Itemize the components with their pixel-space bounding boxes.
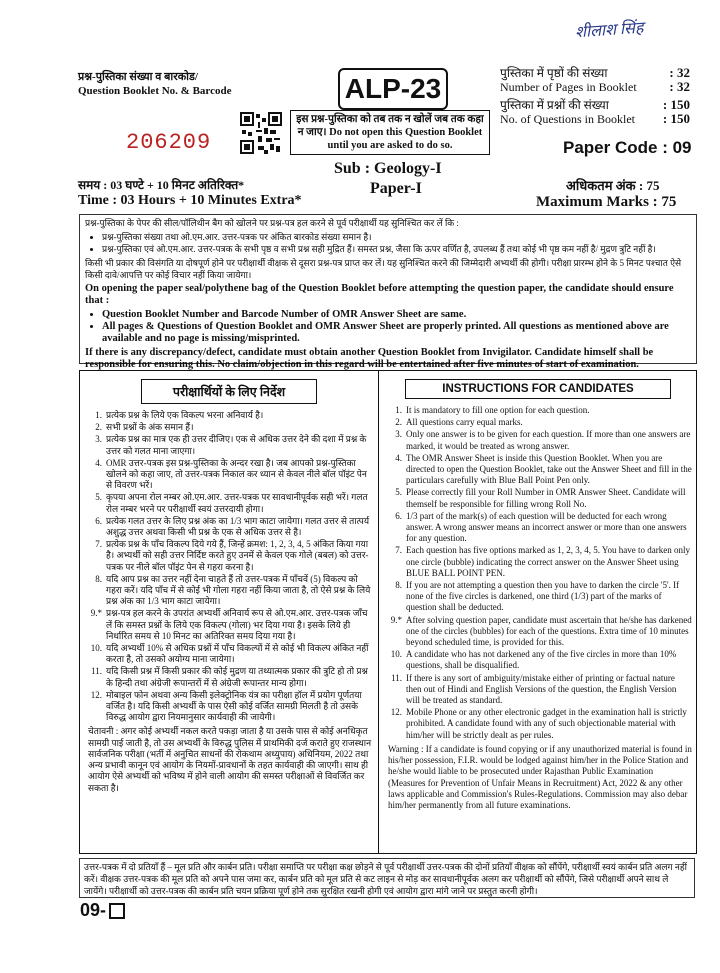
do-not-open-notice bbox=[290, 110, 490, 155]
instruction-item bbox=[380, 615, 696, 649]
instruction-item bbox=[80, 574, 378, 608]
instruction-number: 7. bbox=[95, 539, 102, 550]
instruction-item bbox=[80, 492, 378, 514]
instruction-number: 8. bbox=[95, 573, 102, 584]
instruction-number: 6. bbox=[395, 510, 402, 521]
hindi-instruction-list bbox=[80, 410, 378, 723]
instruction-text: It is mandatory to fill one option for each question. bbox=[406, 405, 590, 415]
instruction-number: 7. bbox=[395, 545, 402, 556]
series-code: ALP-23 bbox=[338, 68, 448, 110]
questions-label-en: No. of Questions in Booklet bbox=[500, 112, 635, 126]
signature: शीलाश सिंह bbox=[574, 19, 644, 42]
instruction-number: 3. bbox=[95, 434, 102, 445]
preface-en-tail: If there is any discrepancy/defect, candidate must obtain another Question Booklet from Invigilator. Candidate himself shall be responsible for ensuring this. No claim/objection in this regard will be entertained after five minutes of start of examination. bbox=[85, 347, 654, 370]
instruction-item bbox=[80, 643, 378, 665]
instruction-text: यदि अभ्यर्थी 10% से अधिक प्रश्नों में पाँच विकल्पों में से कोई भी विकल्प अंकित नहीं करता है, तो उसको अयोग्य माना जायेगा। bbox=[106, 643, 369, 665]
checkbox-square-icon bbox=[109, 903, 125, 919]
instruction-text: यदि किसी प्रश्न में किसी प्रकार की कोई मुद्रण या तथ्यात्मक प्रकार की त्रुटि हो तो प्रश्न के हिन्दी तथा अंग्रेजी रूपान्तरों में से अंग्रेजी रूपान्तर मान्य होगा। bbox=[106, 666, 368, 688]
instruction-item bbox=[80, 410, 378, 421]
instruction-item bbox=[80, 539, 378, 573]
instruction-item bbox=[80, 666, 378, 688]
instruction-text: If there is any sort of ambiguity/mistake either of printing or factual nature then out of Hindi and English Versions of the question, the English Version will be treated as standard. bbox=[406, 672, 677, 706]
instruction-item bbox=[80, 608, 378, 642]
instruction-item bbox=[80, 458, 378, 492]
instruction-number: 5. bbox=[95, 492, 102, 503]
instruction-item bbox=[80, 516, 378, 538]
instruction-number: 9.* bbox=[390, 614, 402, 625]
english-instructions-heading: INSTRUCTIONS FOR CANDIDATES bbox=[405, 379, 671, 399]
footer-code bbox=[80, 900, 125, 921]
paper-code: Paper Code : 09 bbox=[563, 138, 692, 157]
instruction-text: After solving question paper, candidate must ascertain that he/she has darkened one of the circles (bubbles) for each of the questions. Extra time of 10 minutes beyond scheduled time, is provided for this. bbox=[406, 614, 692, 648]
instruction-text: Please correctly fill your Roll Number in OMR Answer Sheet. Candidate will themself be responsible for filling wrong Roll No. bbox=[406, 487, 686, 509]
preface-hi-item: • प्रश्न-पुस्तिका संख्या तथा ओ.एम.आर. उत्तर-पत्रक पर अंकित बारकोड संख्या समान है। bbox=[102, 231, 696, 243]
serial-number: 206209 bbox=[126, 130, 212, 155]
instruction-text: OMR उत्तर-पत्रक इस प्रश्न-पुस्तिका के अन्दर रखा है। जब आपको प्रश्न-पुस्तिका खोलने को कहा जाए, तो उत्तर-पत्रक निकाल कर ध्यान से केवल नीले बॉल पॉइंट पेन से विवरण भरें। bbox=[106, 457, 367, 491]
instruction-item bbox=[80, 434, 378, 456]
instruction-number: 10. bbox=[390, 649, 402, 660]
time-en: Time : 03 Hours + 10 Minutes Extra* bbox=[78, 193, 302, 208]
instruction-text: The OMR Answer Sheet is inside this Question Booklet. When you are directed to open the Question Booklet, take out the Answer Sheet and fill in the particulars carefully with Blue Ball Point Pen only. bbox=[406, 452, 692, 486]
instruction-number: 5. bbox=[395, 487, 402, 498]
booklet-label-hi: प्रश्न-पुस्तिका संख्या व बारकोड/ bbox=[78, 71, 198, 83]
english-warning: Warning : If a candidate is found copying or if any unauthorized material is found in his/her possession, F.I.R. would be lodged against him/her in the Police Station and he/she would liable to be prosecuted under Rajasthan Public Examination (Measures for Prevention of Unfair Means in Recruitment) Act, 2022 & any other laws applicable and Commission's Rules-Regulations. Commission may also debar him/her permanently from all future examinations. bbox=[388, 743, 692, 810]
instruction-number: 12. bbox=[390, 707, 402, 718]
instruction-text: A candidate who has not darkened any of the five circles in more than 10% questions, shall be disqualified. bbox=[406, 649, 677, 671]
instruction-text: Only one answer is to be given for each question. If more than one answers are marked, it would be treated as wrong answer. bbox=[406, 429, 691, 451]
english-instruction-list bbox=[380, 405, 696, 741]
instruction-text: All questions carry equal marks. bbox=[406, 417, 523, 428]
booklet-counts bbox=[500, 66, 690, 126]
questions-label-hi: पुस्तिका में प्रश्नों की संख्या bbox=[500, 98, 609, 112]
instructions-panel bbox=[79, 370, 697, 854]
pages-label-en: Number of Pages in Booklet bbox=[500, 80, 637, 94]
paper-title: Paper-I bbox=[370, 180, 422, 197]
instruction-text: प्रत्येक प्रश्न के पाँच विकल्प दिये गये हैं, जिन्हें क्रमश: 1, 2, 3, 4, 5 अंकित किया गया है। अभ्यर्थी को सही उत्तर निर्दिष्ट करते हुए उनमें से केवल एक गोले (बबल) को उत्तर-पत्रक पर नीले बॉल पॉइंट पेन से गहरा करना है। bbox=[106, 539, 369, 572]
instruction-item bbox=[380, 487, 696, 509]
instruction-number: 4. bbox=[95, 457, 102, 468]
instruction-item bbox=[380, 545, 696, 579]
instruction-number: 12. bbox=[90, 689, 102, 700]
answer-sheet-note: उत्तर-पत्रक में दो प्रतियाँ हैं – मूल प्रति और कार्बन प्रति। परीक्षा समाप्ति पर परीक्षा कक्ष छोड़ने से पूर्व परीक्षार्थी उत्तर-पत्रक की दोनों प्रतियाँ वीक्षक को सौंपेंगे, परीक्षार्थी स्वयं कार्बन प्रति अलग नहीं करें। वीक्षक उत्तर-पत्रक की मूल प्रति को अपने पास जमा कर, कार्बन प्रति को मूल प्रति से कट लाइन से मोड़ कर सावधानीपूर्वक अलग कर परीक्षार्थी को सौंपेंगे, जिसे परीक्षार्थी अपने साथ ले जायेंगे। परीक्षार्थी को उत्तर-पत्रक की कार्बन प्रति चयन प्रक्रिया पूर्ण होने तक सुरक्षित रखनी होगी एवं आयोग द्वारा मांगे जाने पर प्रस्तुत करनी होगी। bbox=[79, 858, 695, 898]
instruction-number: 10. bbox=[90, 643, 102, 654]
hindi-instructions bbox=[80, 371, 379, 853]
instruction-text: If you are not attempting a question then you have to darken the circle '5'. If none of the five circles is darkened, one third (1/3) part of the marks of question shall be deducted. bbox=[406, 580, 680, 613]
qr-code-icon bbox=[240, 112, 282, 154]
instruction-text: प्रत्येक प्रश्न का मात्र एक ही उत्तर दीजिए। एक से अधिक उत्तर देने की दशा में प्रश्न के उत्तर को गलत माना जाएगा। bbox=[106, 434, 367, 456]
preface-hi-tail: किसी भी प्रकार की विसंगति या दोषपूर्ण होने पर परीक्षार्थी वीक्षक से दूसरा प्रश्न-पत्र प्राप्त कर लें। यह सुनिश्चित करने की जिम्मेदारी अभ्यर्थी की होगी। परीक्षा प्रारम्भ होने के 5 मिनट पश्चात ऐसे किसी दावे/आपत्ति पर कोई विचार नहीं किया जायेगा। bbox=[85, 258, 682, 280]
instruction-item bbox=[380, 405, 696, 416]
hindi-warning: चेतावनी : अगर कोई अभ्यर्थी नकल करते पकड़ा जाता है या उसके पास से कोई अनधिकृत सामग्री पाई जाती है, तो उस अभ्यर्थी के विरुद्ध पुलिस में प्राथमिकी दर्ज कराते हुए राजस्थान सार्वजनिक परीक्षा (भर्ती में अनुचित साधनों की रोकथाम अध्युपाय) अधिनियम, 2022 तथा अन्य प्रभावी कानून एवं आयोग के नियमों-प्रावधानों के तहत कार्यवाही की जाएगी। साथ ही आयोग ऐसे अभ्यर्थी को भविष्य में होने वाली आयोग की समस्त परीक्षाओं से विवर्जित कर सकता है। bbox=[88, 726, 372, 793]
open-notice-en: Do not open this Question Booklet until you are asked to do so. bbox=[327, 127, 483, 151]
instruction-item bbox=[380, 511, 696, 545]
instruction-number: 3. bbox=[395, 429, 402, 440]
preface-en-intro: On opening the paper seal/polythene bag of the Question Booklet before attempting the question paper, the candidate should ensure that : bbox=[85, 283, 674, 306]
hindi-instructions-heading: परीक्षार्थियों के लिए निर्देश bbox=[141, 379, 317, 404]
preface-en-item: • All pages & Questions of Question Booklet and OMR Answer Sheet are properly printed. All questions as mentioned above are available and no page is missing/misprinted. bbox=[102, 321, 696, 345]
instruction-item bbox=[380, 649, 696, 671]
max-marks-en: Maximum Marks : 75 bbox=[536, 194, 677, 210]
instruction-text: Mobile Phone or any other electronic gadget in the examination hall is strictly prohibited. A candidate found with any of such objectionable material with him/her will be strictly dealt as per rules. bbox=[406, 707, 687, 740]
max-marks-hi: अधिकतम अंक : 75 bbox=[566, 178, 660, 193]
time-hi: समय : 03 घण्टे + 10 मिनट अतिरिक्त* bbox=[78, 178, 245, 192]
instruction-text: सभी प्रश्नों के अंक समान हैं। bbox=[106, 422, 194, 433]
instruction-item bbox=[380, 673, 696, 707]
instruction-text: प्रत्येक गलत उत्तर के लिए प्रश्न अंक का 1/3 भाग काटा जायेगा। गलत उत्तर से तात्पर्य अशुद्ध उत्तर अथवा किसी भी प्रश्न के एक से अधिक उत्तर से है। bbox=[106, 515, 370, 538]
instruction-text: कृपया अपना रोल नम्बर ओ.एम.आर. उत्तर-पत्रक पर सावधानीपूर्वक सही भरें। गलत रोल नम्बर भरने पर परीक्षार्थी स्वयं उत्तरदायी होगा। bbox=[106, 492, 368, 514]
instruction-number: 9.* bbox=[90, 608, 102, 619]
questions-value-hi: : 150 bbox=[662, 97, 690, 112]
instruction-number: 4. bbox=[395, 452, 402, 463]
instruction-text: प्रत्येक प्रश्न के लिये एक विकल्प भरना अनिवार्य है। bbox=[106, 410, 264, 420]
opening-instructions bbox=[79, 214, 697, 370]
booklet-label bbox=[78, 70, 232, 98]
subject: Sub : Geology-I bbox=[334, 160, 442, 177]
instruction-number: 1. bbox=[395, 405, 402, 415]
instruction-item bbox=[80, 422, 378, 433]
footer-code-text: 09- bbox=[80, 900, 107, 920]
open-notice-hi: इस प्रश्न-पुस्तिका को तब तक न खोलें जब तक कहा न जाए। bbox=[296, 114, 484, 138]
instruction-number: 6. bbox=[95, 515, 102, 526]
booklet-label-en: Question Booklet No. & Barcode bbox=[78, 85, 232, 97]
pages-label-hi: पुस्तिका में पृष्ठों की संख्या bbox=[500, 66, 608, 80]
preface-hi-intro: प्रश्न-पुस्तिका के पेपर की सील/पॉलिथीन बैग को खोलने पर प्रश्न-पत्र हल करने से पूर्व परीक्षार्थी यह सुनिश्चित कर लें कि : bbox=[85, 218, 459, 228]
instruction-item bbox=[380, 417, 696, 428]
english-instructions bbox=[380, 371, 696, 853]
instruction-text: यदि आप प्रश्न का उत्तर नहीं देना चाहते हैं तो उत्तर-पत्रक में पाँचवें (5) विकल्प को गहरा करें। यदि पाँच में से कोई भी गोला गहरा नहीं किया जाता है, तो ऐसे प्रश्न के लिये प्रश्न अंक का 1/3 भाग काटा जायेगा। bbox=[106, 573, 371, 607]
pages-value-en: : 32 bbox=[669, 79, 690, 94]
instruction-number: 8. bbox=[395, 580, 402, 591]
instruction-number: 2. bbox=[95, 422, 102, 433]
instruction-number: 2. bbox=[395, 417, 402, 428]
instruction-number: 11. bbox=[91, 666, 102, 677]
instruction-number: 1. bbox=[95, 410, 102, 420]
instruction-item bbox=[380, 580, 696, 614]
instruction-text: 1/3 part of the mark(s) of each question will be deducted for each wrong answer. A wrong answer means an incorrect answer or more than one answers for any question. bbox=[406, 510, 687, 544]
preface-hi-item: • प्रश्न-पुस्तिका एवं ओ.एम.आर. उत्तर-पत्रक के सभी पृष्ठ व सभी प्रश्न सही मुद्रित हैं। समस्त प्रश्न, जैसा कि ऊपर वर्णित है, उपलब्ध हैं तथा कोई भी पृष्ठ कम नहीं है/ मुद्रण त्रुटि नहीं है। bbox=[102, 243, 696, 255]
preface-en-item: • Question Booklet Number and Barcode Number of OMR Answer Sheet are same. bbox=[102, 309, 696, 321]
instruction-text: प्रश्न-पत्र हल करने के उपरांत अभ्यर्थी अनिवार्य रूप से ओ.एम.आर. उत्तर-पत्रक जाँच लें कि समस्त प्रश्नों के लिये एक विकल्प (गोला) भर दिया गया है। इसके लिये ही निर्धारित समय से 10 मिनट का अतिरिक्त समय दिया गया है। bbox=[106, 608, 368, 641]
pages-value-hi: : 32 bbox=[669, 65, 690, 80]
questions-value-en: : 150 bbox=[662, 111, 690, 126]
instruction-item bbox=[380, 453, 696, 487]
instruction-text: मोबाइल फोन अथवा अन्य किसी इलेक्ट्रोनिक यंत्र का परीक्षा हॉल में प्रयोग पूर्णतया वर्जित है। यदि किसी अभ्यर्थी के पास ऐसी कोई वर्जित सामग्री मिलती है तो उसके विरुद्ध आयोग द्वारा नियमानुसार कार्यवाही की जायेगी। bbox=[106, 689, 362, 723]
instruction-number: 11. bbox=[391, 672, 402, 683]
instruction-item bbox=[380, 429, 696, 451]
instruction-item bbox=[80, 690, 378, 724]
instruction-item bbox=[380, 707, 696, 741]
instruction-text: Each question has five options marked as 1, 2, 3, 4, 5. You have to darken only one circle (bubble) indicating the correct answer on the Answer Sheet using BLUE BALL POINT PEN. bbox=[406, 545, 690, 578]
